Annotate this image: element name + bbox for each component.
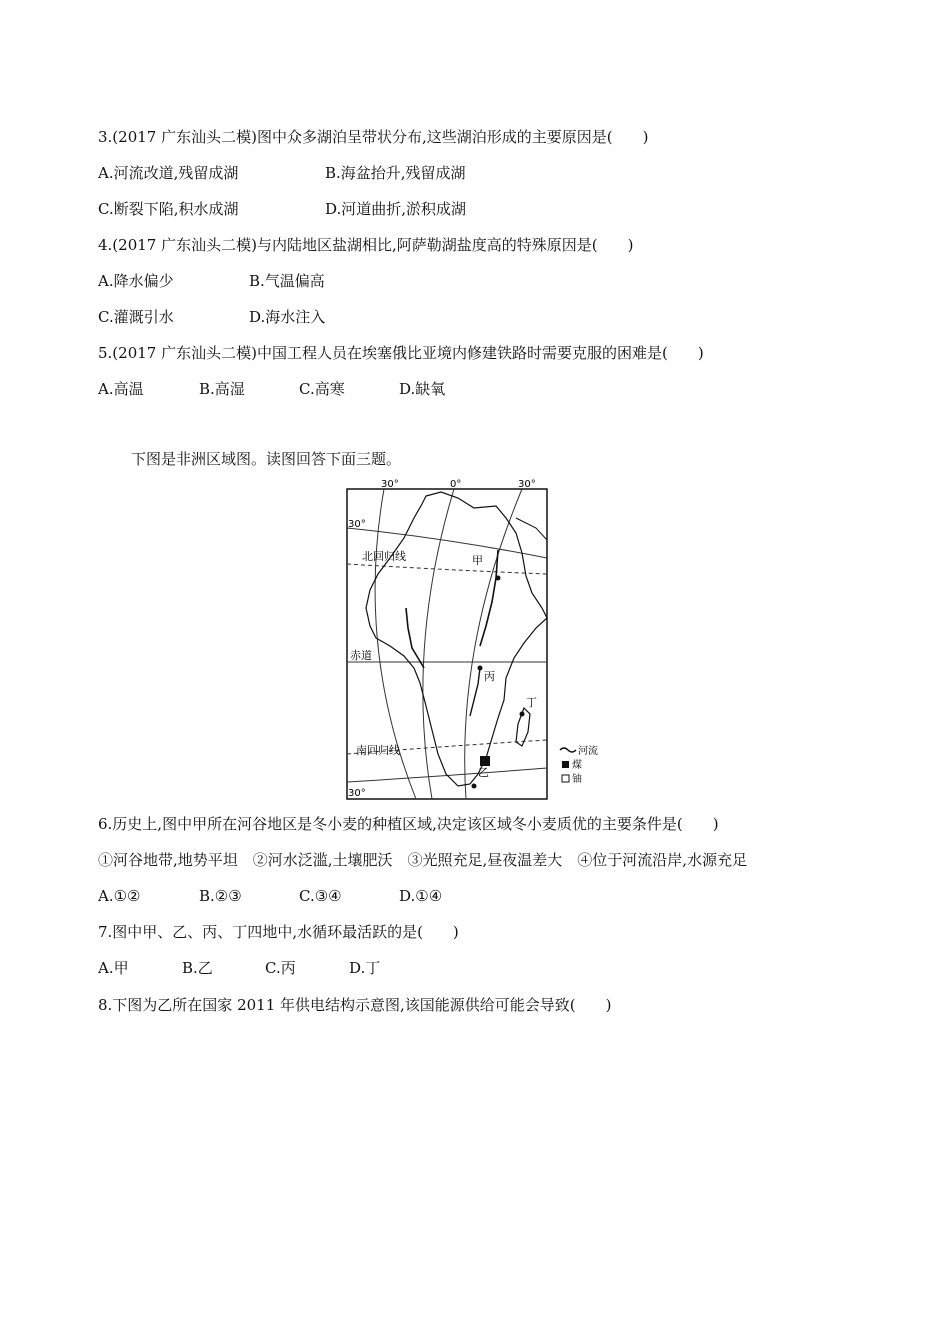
legend-coal-label: 煤 — [572, 760, 582, 771]
question-7-stem: 7.图中甲、乙、丙、丁四地中,水循环最活跃的是( ) — [98, 923, 459, 941]
africa-map-svg — [346, 478, 636, 803]
question-4-option-c: C.灌溉引水 — [98, 308, 174, 326]
question-4-option-d: D.海水注入 — [249, 308, 326, 326]
question-7-option-c: C.丙 — [265, 959, 296, 977]
question-6-stem: 6.历史上,图中甲所在河谷地区是冬小麦的种植区域,决定该区域冬小麦质优的主要条件是( ) — [98, 815, 719, 833]
place-bing-label: 丙 — [484, 670, 495, 683]
lon-label-zero: 0° — [450, 479, 462, 490]
question-4-stem: 4.(2017 广东汕头二模)与内陆地区盐湖相比,阿萨勒湖盐度高的特殊原因是( ) — [98, 236, 634, 254]
question-6-option-a: A.①② — [98, 887, 141, 905]
question-6-option-d: D.①④ — [399, 887, 443, 905]
lat-label-south: 30° — [348, 788, 366, 799]
tropic-north-label: 北回归线 — [362, 550, 406, 563]
point-yi — [472, 784, 477, 789]
question-6-option-c: C.③④ — [299, 887, 342, 905]
lon-label-west: 30° — [381, 479, 399, 490]
question-6-conditions: ①河谷地带,地势平坦 ②河水泛滥,土壤肥沃 ③光照充足,昼夜温差大 ④位于河流沿岸,水源充足 — [98, 851, 748, 869]
legend-uranium-symbol — [562, 775, 569, 782]
question-3-option-c: C.断裂下陷,积水成湖 — [98, 200, 239, 218]
lat-label-north: 30° — [348, 519, 366, 530]
africa-map — [346, 478, 636, 803]
legend-coal-symbol — [562, 761, 569, 768]
question-5-stem: 5.(2017 广东汕头二模)中国工程人员在埃塞俄比亚境内修建铁路时需要克服的困难是( ) — [98, 344, 704, 362]
question-5-option-b: B.高湿 — [199, 380, 245, 398]
question-7-option-b: B.乙 — [182, 959, 213, 977]
question-6-option-b: B.②③ — [199, 887, 242, 905]
legend-uranium-label: 铀 — [572, 774, 582, 785]
map-intro: 下图是非洲区域图。读图回答下面三题。 — [131, 450, 402, 468]
equator-label: 赤道 — [350, 649, 372, 662]
tropic-south-label: 南回归线 — [356, 744, 400, 757]
place-ding-label: 丁 — [526, 696, 537, 709]
question-5-option-d: D.缺氧 — [399, 380, 446, 398]
place-yi-label: 乙 — [478, 766, 489, 779]
legend-river-symbol — [560, 748, 576, 752]
question-8-stem: 8.下图为乙所在国家 2011 年供电结构示意图,该国能源供给可能会导致( ) — [98, 996, 612, 1014]
lon-label-east: 30° — [518, 479, 536, 490]
question-7-option-a: A.甲 — [98, 959, 129, 977]
coal-symbol — [480, 756, 490, 766]
question-7-option-d: D.丁 — [349, 959, 381, 977]
legend-river-label: 河流 — [578, 746, 598, 757]
question-4-option-a: A.降水偏少 — [98, 272, 174, 290]
question-3-option-b: B.海盆抬升,残留成湖 — [325, 164, 466, 182]
question-3-option-d: D.河道曲折,淤积成湖 — [325, 200, 467, 218]
question-5-option-a: A.高温 — [98, 380, 144, 398]
question-3-stem: 3.(2017 广东汕头二模)图中众多湖泊呈带状分布,这些湖泊形成的主要原因是( ) — [98, 128, 649, 146]
point-bing — [478, 666, 483, 671]
question-3-option-a: A.河流改道,残留成湖 — [98, 164, 239, 182]
question-4-option-b: B.气温偏高 — [249, 272, 325, 290]
place-jia-label: 甲 — [472, 554, 483, 567]
point-jia — [496, 576, 501, 581]
point-ding — [520, 712, 525, 717]
question-5-option-c: C.高寒 — [299, 380, 345, 398]
